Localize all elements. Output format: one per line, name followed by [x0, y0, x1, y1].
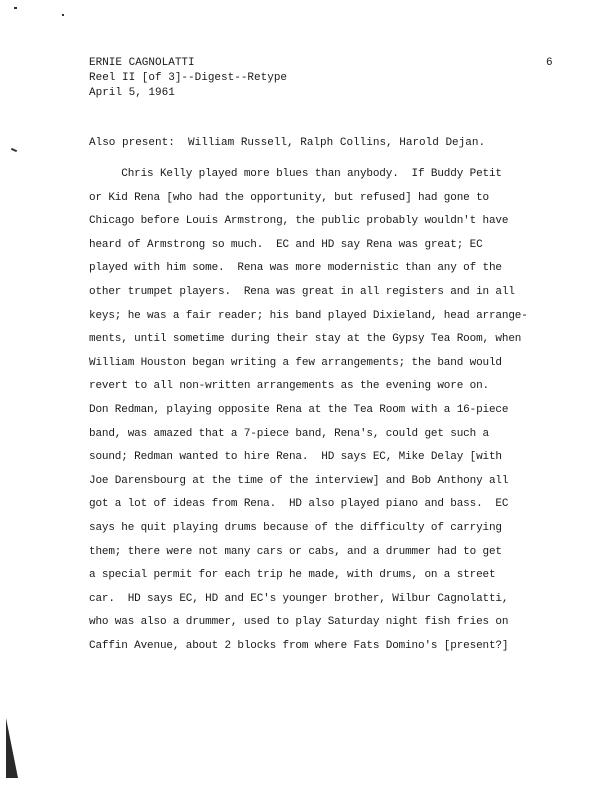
- document-header: [89, 56, 287, 101]
- header-date: April 5, 1961: [89, 87, 175, 99]
- body-line: a special permit for each trip he made, with drums, on a street: [89, 569, 496, 582]
- body-line: Chris Kelly played more blues than anybody. If Buddy Petit: [89, 168, 502, 180]
- body-line: other trumpet players. Rena was great in all registers and in all: [89, 285, 515, 298]
- body-line: Don Redman, playing opposite Rena at the Tea Room with a 16-piece: [89, 403, 509, 416]
- body-line: played with him some. Rena was more modernistic than any of the: [89, 262, 502, 275]
- body-line: ments, until sometime during their stay at the Gypsy Tea Room, when: [89, 333, 522, 346]
- attendees-line: Also present: William Russell, Ralph Collins, Harold Dejan.: [89, 137, 486, 149]
- body-line: them; there were not many cars or cabs, and a drummer had to get: [89, 545, 502, 558]
- header-reel: Reel II [of 3]--Digest--Retype: [89, 72, 288, 84]
- body-line: Chicago before Louis Armstrong, the public probably wouldn't have: [89, 215, 509, 228]
- scan-speck: [11, 148, 17, 152]
- page-number: 6: [546, 57, 553, 69]
- body-line: revert to all non-written arrangements as the evening wore on.: [89, 380, 489, 393]
- body-line: Caffin Avenue, about 2 blocks from where Fats Domino's [present?]: [89, 639, 509, 652]
- body-line: keys; he was a fair reader; his band played Dixieland, head arrange-: [89, 309, 528, 322]
- body-line: who was also a drummer, used to play Saturday night fish fries on: [89, 616, 509, 629]
- body-line: band, was amazed that a 7-piece band, Rena's, could get such a: [89, 427, 489, 440]
- body-line: sound; Redman wanted to hire Rena. HD says EC, Mike Delay [with: [89, 451, 502, 464]
- body-line: or Kid Rena [who had the opportunity, but refused] had gone to: [89, 191, 489, 204]
- body-text: [89, 163, 528, 658]
- body-line: heard of Armstrong so much. EC and HD say Rena was great; EC: [89, 238, 483, 251]
- header-title: ERNIE CAGNOLATTI: [89, 57, 195, 69]
- body-line: Joe Darensbourg at the time of the interview] and Bob Anthony all: [89, 474, 509, 487]
- scan-speck: [62, 14, 64, 16]
- body-line: William Houston began writing a few arrangements; the band would: [89, 356, 502, 369]
- scan-edge-shadow: [6, 718, 18, 778]
- scan-speck: [14, 7, 17, 9]
- body-line: says he quit playing drums because of the difficulty of carrying: [89, 521, 502, 534]
- body-line: got a lot of ideas from Rena. HD also played piano and bass. EC: [89, 498, 509, 511]
- body-line: car. HD says EC, HD and EC's younger brother, Wilbur Cagnolatti,: [89, 592, 509, 605]
